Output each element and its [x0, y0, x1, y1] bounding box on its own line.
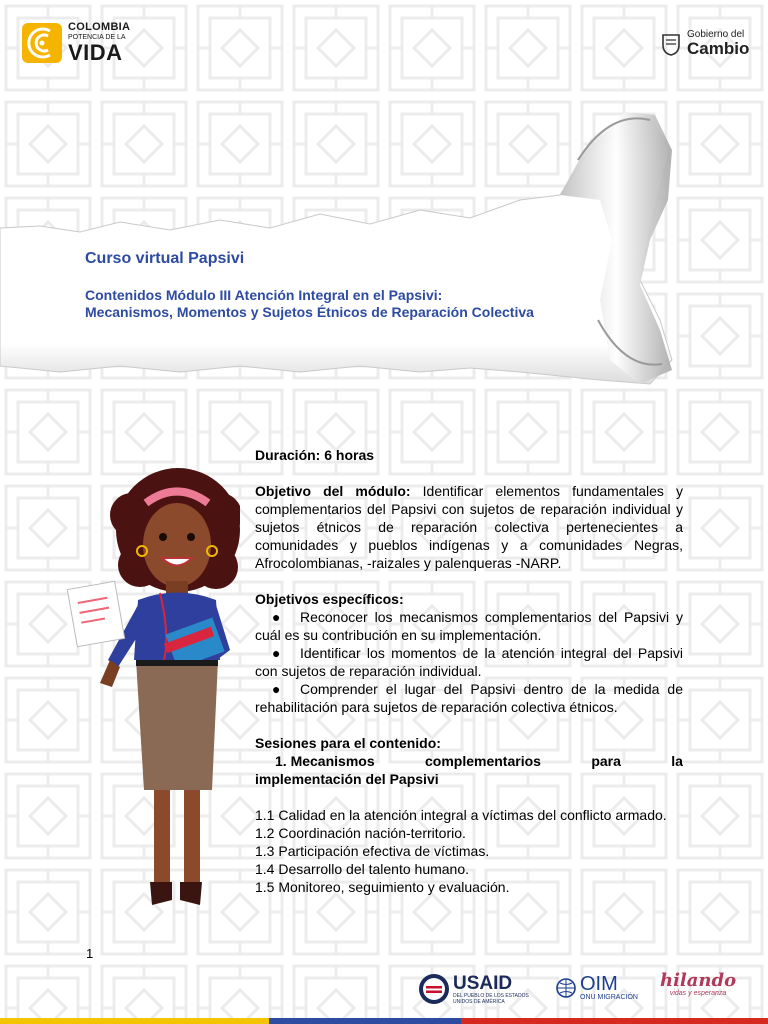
module-subtitle	[85, 287, 605, 321]
gobierno-del-cambio-logo	[660, 30, 749, 57]
brand-mark-icon	[22, 23, 62, 63]
topic-item: 1.4 Desarrollo del talento humano.	[255, 861, 470, 877]
session-title-word: para	[591, 753, 621, 769]
session-title-word: 1. Mecanismos	[275, 753, 375, 769]
usaid-name: USAID	[453, 972, 513, 994]
page-number: 1	[86, 946, 94, 961]
specific-objective-text: Comprender el lugar del Papsivi dentro de la medida de rehabilitación para sujetos de reparación colectiva étnicos.	[255, 681, 683, 715]
hilando-name: hilando	[660, 970, 737, 991]
duration-text: Duración: 6 horas	[255, 447, 375, 463]
session-title-line-2	[255, 770, 683, 788]
woman-illustration	[60, 455, 240, 910]
gov-logo-line-1: Gobierno del	[687, 29, 745, 40]
usaid-seal-icon	[418, 973, 450, 1005]
sessions-heading-text: Sesiones para el contenido:	[255, 735, 441, 751]
colombia-potencia-vida-logo	[22, 22, 130, 64]
oim-logo	[555, 974, 638, 1001]
gov-logo-line-2: Cambio	[687, 39, 750, 58]
duration-line	[255, 446, 683, 464]
specific-objectives-heading-text: Objetivos específicos:	[255, 591, 404, 607]
topic-item: 1.3 Participación efectiva de víctimas.	[255, 843, 490, 859]
hilando-logo	[660, 972, 736, 997]
logo-line-2: POTENCIA DE LA	[68, 34, 126, 41]
usaid-tagline: DEL PUEBLO DE LOS ESTADOS UNIDOS DE AMÉRICA	[453, 992, 529, 1005]
oim-name: OIM	[580, 973, 618, 995]
specific-objectives-heading	[255, 590, 683, 608]
module-content	[255, 446, 683, 896]
bullet-icon: ●	[272, 609, 281, 625]
session-title-line-1	[255, 752, 683, 770]
course-title: Curso virtual Papsivi	[85, 250, 245, 267]
footer-logos	[418, 970, 753, 1010]
bullet-icon: ●	[272, 681, 281, 697]
bullet-icon: ●	[272, 645, 281, 661]
logo-line-3: VIDA	[68, 40, 123, 65]
coat-of-arms-icon	[660, 32, 682, 56]
specific-objective-item	[255, 680, 683, 716]
un-globe-icon	[555, 977, 577, 999]
module-subtitle-line-1: Contenidos Módulo III Atención Integral en el Papsivi:	[85, 287, 443, 303]
topic-item: 1.5 Monitoreo, seguimiento y evaluación.	[255, 879, 510, 895]
module-subtitle-line-2: Mecanismos, Momentos y Sujetos Étnicos de Reparación Colectiva	[85, 304, 534, 320]
session-title-line-2-text: implementación del Papsivi	[255, 771, 439, 787]
specific-objective-text: Reconocer los mecanismos complementarios del Papsivi y cuál es su contribución en su implementación.	[255, 609, 683, 643]
objective-text: Identificar elementos fundamentales y complementarios del Papsivi con sujetos de reparación individual y sujetos étnicos de reparación colectiva pertenecientes a comunidades y pueblos indígenas y a comunidades Negras, Afrocolombianas, -raizales y palenqueras -NARP.	[255, 483, 683, 571]
logo-line-1: COLOMBIA	[68, 21, 131, 33]
sessions-heading	[255, 734, 683, 752]
topic-item: 1.1 Calidad en la atención integral a víctimas del conflicto armado.	[255, 807, 667, 823]
specific-objective-text: Identificar los momentos de la atención integral del Papsivi con sujetos de reparación individual.	[255, 645, 683, 679]
module-objective	[255, 482, 683, 572]
session-title-word: complementarios	[425, 753, 541, 769]
topic-item: 1.2 Coordinación nación-territorio.	[255, 825, 466, 841]
usaid-logo	[418, 973, 533, 1005]
footer-color-stripe	[0, 1018, 768, 1024]
oim-tagline: ONU MIGRACIÓN	[580, 994, 638, 1001]
specific-objective-item	[255, 608, 683, 644]
specific-objective-item	[255, 644, 683, 680]
session-title-word: la	[671, 753, 683, 769]
objective-label: Objetivo del módulo:	[255, 483, 411, 499]
hilando-tagline: vidas y esperanza	[669, 990, 727, 997]
